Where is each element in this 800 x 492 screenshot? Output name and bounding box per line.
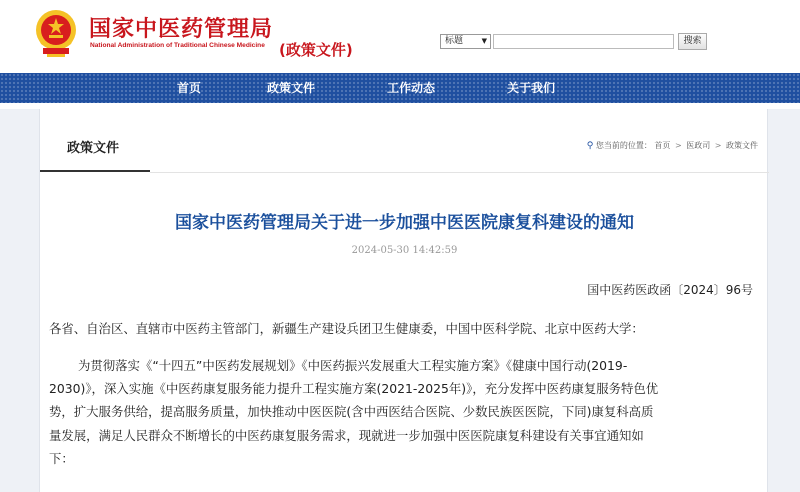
chevron-down-icon: ▼ [481, 37, 487, 45]
breadcrumb [587, 140, 758, 151]
national-emblem-icon[interactable] [33, 8, 79, 58]
section-tag: (政策文件) [279, 41, 353, 59]
main-nav [0, 73, 800, 103]
paragraph-line: 为贯彻落实《“十四五”中医药发展规划》《中医药振兴发展重大工程实施方案》《健康中国行动(2019- [78, 358, 628, 373]
search-scope-value: 标题 [445, 36, 464, 46]
breadcrumb-separator: > [674, 141, 682, 150]
paragraph-line: 下： [49, 450, 74, 466]
breadcrumb-prefix: 您当前的位置： [595, 141, 652, 150]
paragraph-line: 量发展，满足人民群众不断增长的中医药康复服务需求，现就进一步加强中医医院康复科建设有关事宜通知如 [49, 427, 644, 443]
location-pin-icon: ⚲ [586, 141, 594, 151]
breadcrumb-policy[interactable]: 政策文件 [726, 141, 758, 150]
article-title: 国家中医药管理局关于进一步加强中医医院康复科建设的通知 [175, 213, 634, 233]
tab-policy-label: 政策文件 [67, 141, 120, 156]
site-name-english: National Administration of Traditional Chinese Medicine [90, 42, 265, 49]
search-scope-select[interactable] [440, 34, 491, 49]
article-paragraph [49, 354, 757, 470]
document-number: 国中医药医政函〔2024〕96号 [587, 283, 753, 297]
content-panel [39, 109, 768, 492]
nav-item-home[interactable]: 首页 [177, 81, 202, 95]
article-salutation: 各省、自治区、直辖市中医药主管部门，新疆生产建设兵团卫生健康委，中国中医科学院、北京中医药大学： [49, 321, 644, 336]
breadcrumb-separator: > [714, 141, 722, 150]
paragraph-line: 势，扩大服务供给，提高服务质量，加快推动中医医院(含中西医结合医院、少数民族医医院，下同)康复科高质 [49, 404, 654, 420]
article-date: 2024-05-30 14:42:59 [351, 245, 458, 256]
breadcrumb-department[interactable]: 医政司 [686, 141, 711, 150]
nav-item-about[interactable]: 关于我们 [507, 81, 556, 95]
search-button[interactable]: 搜索 [678, 33, 707, 50]
search-input[interactable] [493, 34, 674, 49]
tab-policy[interactable] [40, 109, 150, 172]
tab-divider [150, 172, 769, 173]
nav-item-policy[interactable]: 政策文件 [267, 81, 316, 95]
breadcrumb-home[interactable]: 首页 [654, 141, 671, 150]
site-name[interactable]: 国家中医药管理局 [89, 16, 274, 42]
nav-item-news[interactable]: 工作动态 [387, 81, 436, 95]
site-header [0, 0, 800, 73]
paragraph-line: 2030)》，深入实施《中医药康复服务能力提升工程实施方案(2021-2025年)》，充分发挥中医药康复服务特色优 [49, 381, 659, 397]
